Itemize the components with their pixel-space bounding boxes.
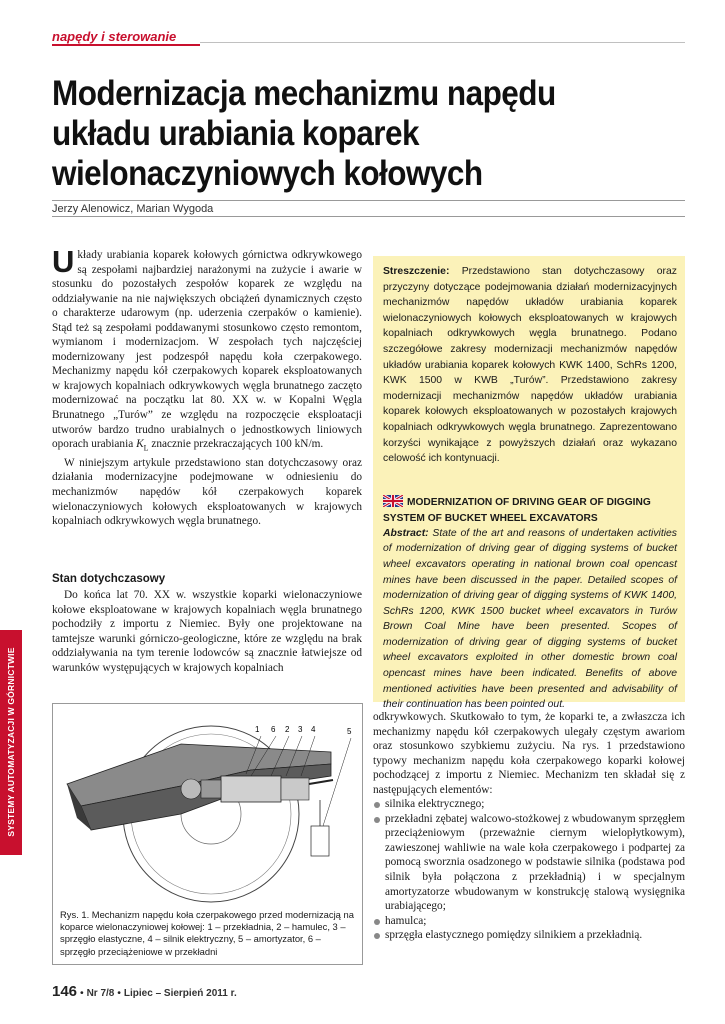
component-list [373, 797, 685, 942]
uk-flag-icon [383, 495, 403, 512]
issue-date: Lipiec – Sierpień 2011 r. [123, 988, 237, 999]
abstract-pl [383, 264, 677, 467]
top-rule-accent [52, 44, 200, 46]
footer-bullet: • [79, 987, 84, 999]
intro-paragraph [52, 244, 362, 456]
english-title-line1: MODERNIZATION OF DRIVING GEAR OF DIGGING [407, 496, 651, 508]
continuation-column [373, 710, 685, 943]
abstract-en-label: Abstract: [383, 527, 429, 539]
top-rule [200, 42, 685, 43]
continuation-paragraph: odkrywkowych. Skutkowało to tym, że koparki te, a zwłaszcza ich mechanizmy napędu kół czerpakowych ulegały częstym awariom oraz stosunkowo szybkiemu zużyciu. Na rys. 1 przedstawiono typowy mechanizm napędu koła czerpakowego koparki kołowej pochodzącej z importu z Niemiec. Mechanizm ten składał się z następujących elementów: [373, 711, 685, 796]
list-item: hamulca; [373, 914, 685, 929]
symbol-subscript: L [143, 443, 149, 453]
title-line: wielonaczyniowych kołowych [52, 154, 483, 193]
figure-label: 6 [271, 725, 276, 734]
authors: Jerzy Alenowicz, Marian Wygoda [52, 203, 214, 215]
page-number: 146 [52, 983, 78, 1000]
issue-number: Nr 7/8 [86, 988, 115, 999]
abstract-box [373, 256, 685, 711]
figure-caption: Rys. 1. Mechanizm napędu koła czerpakowego przed modernizacją na koparce wielonaczyniowej kołowej: 1 – przekładnia, 2 – hamulec, 3 – sprzęgło elastyczne, 4 – silnik elektryczny, 5 – amortyzator, 6 – sprzęgło przeciążeniowe w przekładni [60, 909, 354, 957]
intro-text: kłady urabiania koparek kołowych górnictwa odkrywkowego są zespołami najbardziej narażonymi na zużycie i awarie w stosunku do pozostałych zespołów koparek ze względu na oddziaływanie na nie największych obciążeń dynamicznych często o charakterze udarowym (np. uderzenia czerpaków o kamienie). Stąd też są zespołami poddawanymi stosunkowo często remontom, wymianom i modernizacjom. W zespołach tych najczęściej modernizowany jest podzespół napędu koła czerpakowego. Mechanizmy napędu kół czerpakowych koparek eksploatowanych w krajowych kopalniach odkrywkowych węgla brunatnego zaczęto modernizować na początku lat 80. XX w. w Kopalni Węgla Brunatnego „Turów” ze względu na rozpoczęcie eksploatacji utworów bardzo trudno urabialnych o jednostkowych liniowych oporach urabiania [52, 249, 362, 451]
list-item: sprzęgła elastycznego pomiędzy silnikiem a przekładnią. [373, 928, 685, 943]
list-item: przekładni zębatej walcowo-stożkowej z wbudowanym sprzęgłem przeciążeniowym (przeważnie ciernym wielopłytkowym), zawieszonej wahliwie na wale koła czerpakowego i podpartej za pomocą sworznia osadzonego w podstawie silnika (podstawa pod silnik była połączona z przekładnią) i w specjalnym amortyzatorze wbudowanym w konstrukcję stalową wysięgnika urabiającego; [373, 812, 685, 914]
title-line: Modernizacja mechanizmu napędu [52, 74, 556, 113]
section-body [52, 588, 362, 675]
abstract-pl-text: Przedstawiono stan dotychczasowy oraz przyczyny dotyczące podejmowania działań modernizacyjnych mechanizmów napędów układów urabiania koparek wielonaczyniowych kołowych eksploatowanych w krajowych kopalniach odkrywkowych węgla brunatnego. Podano szczegółowe zakresy modernizacji mechanizmów napędów układów urabiania koparek kołowych KWK 1400, SchRs 1200, KWK 1500 w KWB „Turów”. Przedstawiono zakresy modernizacji mechanizmów napędów układów urabiania koparek kołowych eksploatowanych w pozostałych krajowych kopalniach odkrywkowych węgla brunatnego. Zaprezentowano korzyści wynikające z powyższych działań oraz wykazano celowość ich kontynuacji. [383, 266, 677, 465]
figure-label: 4 [311, 725, 316, 734]
dropcap: U [52, 244, 75, 279]
figure-label: 1 [255, 725, 260, 734]
figure-label: 2 [285, 725, 290, 734]
article-title [52, 74, 610, 194]
figure-label: 5 [347, 727, 352, 736]
section-paragraph: Do końca lat 70. XX w. wszystkie koparki wielonaczyniowe kołowe eksploatowane w krajowych kopalniach węgla brunatnego pochodziły z importu z Niemiec. Były one projektowane na tamtejsze warunki górniczo-geologiczne, które ze względu na brak oddziaływania na tym terenie lodowców są znacznie łatwiejsze od warunków występujących w krajowych kopalniach [52, 589, 362, 674]
sidebar-label: SYSTEMY AUTOMATYZACJI W GÓRNICTWIE [6, 647, 16, 837]
english-title-line2: SYSTEM OF BUCKET WHEEL EXCAVATORS [383, 512, 598, 524]
list-item: silnika elektrycznego; [373, 797, 685, 812]
abstract-en-text: State of the art and reasons of undertaken activities of modernization of driving gear of digging systems of bucket wheel excavators operating in national brown coal opencast mines have been discussed in the paper. Detailed scopes of modernization of driving gear of digging systems of KWK 1400, SchRs 1200, KWK 1500 bucket wheel excavators in Turów Brown Coal Mine have been presented. Scopes of modernization of driving gear of digging systems of bucket wheel excavators exploited in other domestic brown coal opencast mines have been indicated. Benefits of above mentioned activities have been presented and advisability of their continuation has been pointed out. [383, 527, 677, 711]
section-tag: napędy i sterowanie [52, 29, 177, 44]
abstract-en [383, 526, 677, 713]
author-rule-bottom [52, 216, 685, 217]
intro-column [52, 244, 362, 529]
english-title [383, 495, 677, 526]
section-heading: Stan dotychczasowy [52, 573, 166, 585]
author-rule-top [52, 200, 685, 201]
page-footer [52, 983, 237, 1000]
intro-text-end: znacznie przekraczających 100 kN/m. [148, 438, 324, 451]
footer-bullet: • [117, 987, 121, 999]
abstract-pl-label: Streszczenie: [383, 266, 450, 277]
figure-label: 3 [298, 725, 303, 734]
drive-mechanism-drawing [61, 714, 356, 904]
symbol: K [136, 438, 144, 451]
title-line: układu urabiania koparek [52, 114, 419, 153]
intro-paragraph-2: W niniejszym artykule przedstawiono stan dotychczasowy oraz działania modernizacyjne podejmowane w odniesieniu do mechanizmów napędów kół czerpakowych koparek wielonaczyniowych kołowych eksploatowanych w krajowych kopalniach odkrywkowych węgla brunatnego. [52, 456, 362, 528]
